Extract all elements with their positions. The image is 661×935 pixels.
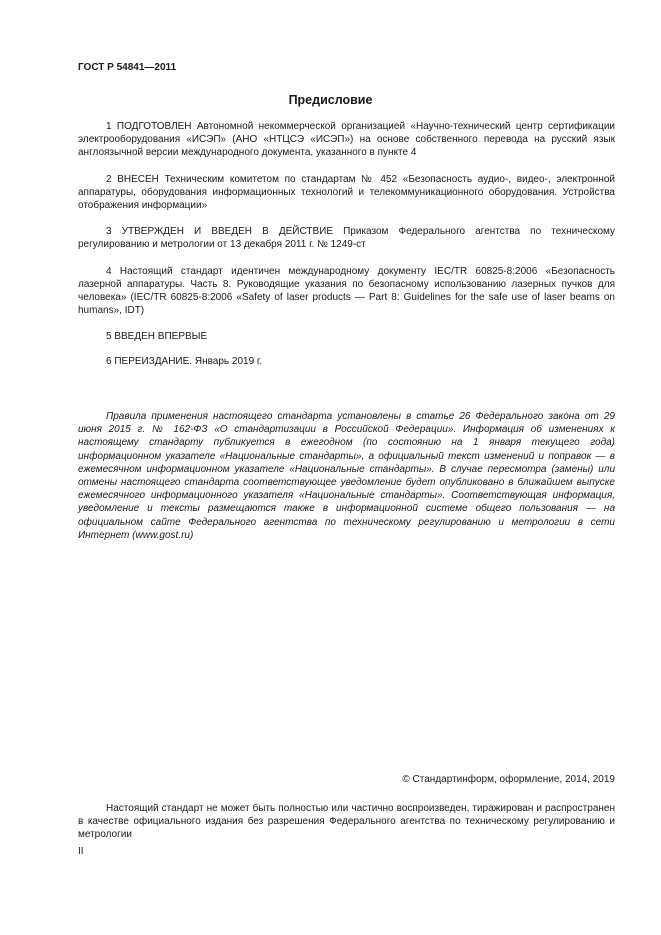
foreword-item-5: 5 ВВЕДЕН ВПЕРВЫЕ xyxy=(106,331,208,343)
rules-notice: Правила применения настоящего стандарта установлены в статье 26 Федерального закона от 29 июня 2015 г. № 162-ФЗ «О стандартизации в Российской Федерации». Информация об изменениях к настоящему стандарту публикуется в ежегодном (по состоянию на 1 января текущего года) информационном указателе «Национальные стандарты», а официальный текст изменений и поправок — в ежемесячном информационном указателе «Национальные стандарты». В случае пересмотра (замены) или отмены настоящего стандарта соответствующее уведомление будет опубликовано в ближайшем выпуске ежемесячного информационного указателя «Национальные стандарты». Соответствующая информация, уведомление и тексты размещаются также в информационной системе общего пользования — на официальном сайте Федерального агентства по техническому регулированию и метрологии в сети Интернет (www.gost.ru) xyxy=(78,411,615,541)
foreword-body xyxy=(78,120,615,379)
foreword-item-4: 4 Настоящий стандарт идентичен международному документу IEC/TR 60825-8:2006 «Безопасность лазерной аппаратуры. Часть 8. Руководящие указания по безопасному использованию лазерных пучков для человека» (IEC/TR 60825-8:2006 «Safety of laser products — Part 8: Guidelines for the safe use of laser beams on humans», IDT) xyxy=(78,265,615,317)
page-title: Предисловие xyxy=(288,93,373,107)
reproduction-notice: Настоящий стандарт не может быть полностью или частично воспроизведен, тиражирован и распространен в качестве официального издания без разрешения Федерального агентства по техническому регулированию и метрологии xyxy=(78,803,615,841)
foreword-item-1: 1 ПОДГОТОВЛЕН Автономной некоммерческой организацией «Научно-технический центр сертификации электрооборудования «ИСЭП» (АНО «НТЦСЭ «ИСЭП») на основе собственного перевода на русский язык англоязычной версии международного документа, указанного в пункте 4 xyxy=(78,121,615,159)
standard-code: ГОСТ Р 54841—2011 xyxy=(78,62,177,73)
page-number: II xyxy=(78,846,84,857)
foreword-item-2: 2 ВНЕСЕН Техническим комитетом по стандартам № 452 «Безопасность аудио-, видео-, электронной аппаратуры, оборудования информационных технологий и телекоммуникационного оборудования. Устройства отображения информации» xyxy=(78,173,615,212)
foreword-item-3: 3 УТВЕРЖДЕН И ВВЕДЕН В ДЕЙСТВИЕ Приказом Федерального агентства по техническому регулированию и метрологии от 13 декабря 2011 г. № 1249-ст xyxy=(78,226,615,251)
foreword-item-6: 6 ПЕРЕИЗДАНИЕ. Январь 2019 г. xyxy=(106,355,263,367)
copyright-line: © Стандартинформ, оформление, 2014, 2019 xyxy=(402,774,615,785)
